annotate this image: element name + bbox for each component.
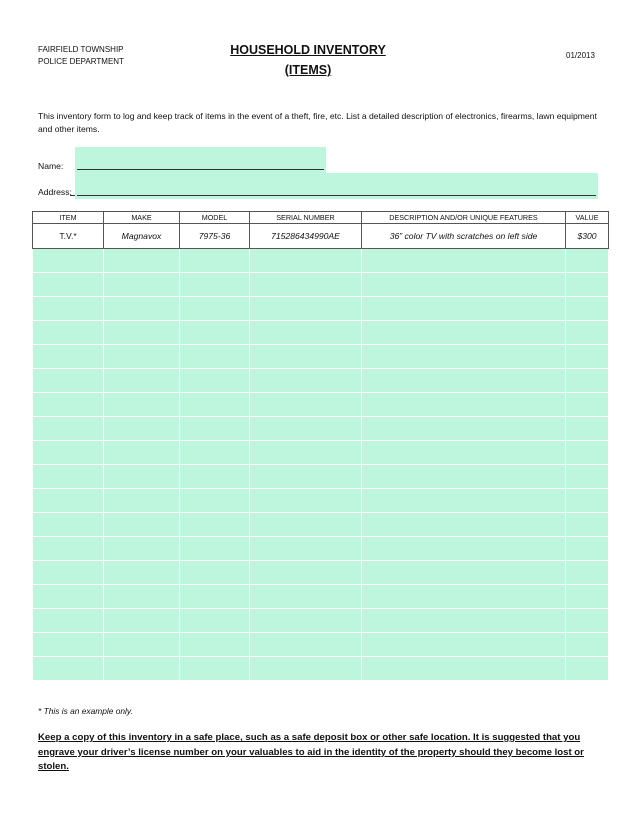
page-title: [200, 40, 416, 80]
table-row: [33, 321, 609, 345]
cell-serial-field[interactable]: [250, 561, 362, 585]
cell-make-field[interactable]: [104, 393, 180, 417]
cell-model-field[interactable]: [180, 465, 250, 489]
cell-serial-field[interactable]: [250, 609, 362, 633]
cell-model-field[interactable]: [180, 417, 250, 441]
cell-item-field[interactable]: [33, 537, 104, 561]
cell-serial-field[interactable]: [250, 537, 362, 561]
cell-make-field[interactable]: [104, 489, 180, 513]
cell-item-field[interactable]: [33, 633, 104, 657]
table-row: [33, 585, 609, 609]
header-make: MAKE: [104, 212, 180, 224]
cell-description-field[interactable]: [362, 273, 566, 297]
cell-serial-field[interactable]: [250, 273, 362, 297]
header-serial-number: SERIAL NUMBER: [250, 212, 362, 224]
cell-description-field[interactable]: [362, 417, 566, 441]
cell-make-field[interactable]: [104, 345, 180, 369]
table-row: [33, 561, 609, 585]
cell-serial-field[interactable]: [250, 249, 362, 273]
cell-item-field[interactable]: [33, 441, 104, 465]
intro-text: This inventory form to log and keep track of items in the event of a theft, fire, etc. List a detailed description of electronics, firearms, lawn equipment and other items.: [38, 111, 597, 134]
cell-model-field[interactable]: [180, 369, 250, 393]
example-serial: 715286434990AE: [250, 224, 362, 249]
cell-make-field[interactable]: [104, 249, 180, 273]
cell-model-field[interactable]: [180, 441, 250, 465]
cell-item-field[interactable]: [33, 657, 104, 681]
cell-model-field[interactable]: [180, 345, 250, 369]
cell-item-field[interactable]: [33, 465, 104, 489]
name-label: Name:: [38, 161, 64, 171]
cell-model-field[interactable]: [180, 537, 250, 561]
cell-make-field[interactable]: [104, 273, 180, 297]
cell-value-field[interactable]: [566, 249, 609, 273]
cell-description-field[interactable]: [362, 297, 566, 321]
cell-value-field[interactable]: [566, 513, 609, 537]
cell-make-field[interactable]: [104, 633, 180, 657]
cell-make-field[interactable]: [104, 561, 180, 585]
cell-value-field[interactable]: [566, 393, 609, 417]
cell-serial-field[interactable]: [250, 585, 362, 609]
cell-description-field[interactable]: [362, 249, 566, 273]
cell-description-field[interactable]: [362, 609, 566, 633]
cell-model-field[interactable]: [180, 585, 250, 609]
org-line-2: POLICE DEPARTMENT: [38, 57, 124, 66]
header-value: VALUE: [566, 212, 609, 224]
example-description: 36” color TV with scratches on left side: [362, 224, 566, 249]
cell-value-field[interactable]: [566, 609, 609, 633]
cell-value-field[interactable]: [566, 585, 609, 609]
cell-value-field[interactable]: [566, 297, 609, 321]
cell-serial-field[interactable]: [250, 417, 362, 441]
example-model: 7975-36: [180, 224, 250, 249]
table-row: [33, 657, 609, 681]
cell-make-field[interactable]: [104, 609, 180, 633]
table-row: [33, 417, 609, 441]
table-row: [33, 537, 609, 561]
cell-description-field[interactable]: [362, 369, 566, 393]
cell-value-field[interactable]: [566, 561, 609, 585]
cell-model-field[interactable]: [180, 321, 250, 345]
footer-instructions: Keep a copy of this inventory in a safe place, such as a safe deposit box or other safe location. It is suggested that you engrave your driver’s license number on your valuables to aid in the identity of the property should they become lost or stolen.: [38, 732, 584, 772]
header-model: MODEL: [180, 212, 250, 224]
cell-description-field[interactable]: [362, 657, 566, 681]
organization-name: [38, 44, 124, 68]
cell-description-field[interactable]: [362, 585, 566, 609]
cell-value-field[interactable]: [566, 369, 609, 393]
cell-serial-field[interactable]: [250, 633, 362, 657]
cell-make-field[interactable]: [104, 321, 180, 345]
cell-model-field[interactable]: [180, 633, 250, 657]
cell-model-field[interactable]: [180, 249, 250, 273]
table-row: [33, 249, 609, 273]
cell-description-field[interactable]: [362, 537, 566, 561]
table-row: [33, 633, 609, 657]
cell-value-field[interactable]: [566, 273, 609, 297]
cell-value-field[interactable]: [566, 465, 609, 489]
cell-value-field[interactable]: [566, 657, 609, 681]
cell-item-field[interactable]: [33, 273, 104, 297]
cell-model-field[interactable]: [180, 609, 250, 633]
table-row: [33, 297, 609, 321]
cell-model-field[interactable]: [180, 273, 250, 297]
cell-value-field[interactable]: [566, 441, 609, 465]
cell-model-field[interactable]: [180, 489, 250, 513]
cell-item-field[interactable]: [33, 585, 104, 609]
cell-description-field[interactable]: [362, 321, 566, 345]
cell-item-field[interactable]: [33, 417, 104, 441]
cell-make-field[interactable]: [104, 441, 180, 465]
cell-description-field[interactable]: [362, 465, 566, 489]
name-underline: [77, 169, 324, 170]
cell-serial-field[interactable]: [250, 441, 362, 465]
header-description: DESCRIPTION AND/OR UNIQUE FEATURES: [362, 212, 566, 224]
cell-item-field[interactable]: [33, 297, 104, 321]
cell-make-field[interactable]: [104, 369, 180, 393]
cell-model-field[interactable]: [180, 513, 250, 537]
cell-item-field[interactable]: [33, 369, 104, 393]
cell-serial-field[interactable]: [250, 297, 362, 321]
table-row: [33, 513, 609, 537]
cell-item-field[interactable]: [33, 609, 104, 633]
cell-model-field[interactable]: [180, 561, 250, 585]
inventory-table: [32, 211, 609, 681]
address-underline: [77, 195, 596, 196]
cell-make-field[interactable]: [104, 297, 180, 321]
cell-serial-field[interactable]: [250, 513, 362, 537]
table-row: [33, 369, 609, 393]
table-row: [33, 393, 609, 417]
cell-serial-field[interactable]: [250, 369, 362, 393]
example-item: T.V.*: [33, 224, 104, 249]
cell-make-field[interactable]: [104, 465, 180, 489]
header-item: ITEM: [33, 212, 104, 224]
cell-description-field[interactable]: [362, 345, 566, 369]
cell-value-field[interactable]: [566, 345, 609, 369]
cell-make-field[interactable]: [104, 657, 180, 681]
example-note: * This is an example only.: [38, 706, 133, 716]
cell-make-field[interactable]: [104, 513, 180, 537]
cell-serial-field[interactable]: [250, 657, 362, 681]
cell-model-field[interactable]: [180, 297, 250, 321]
cell-description-field[interactable]: [362, 561, 566, 585]
cell-description-field[interactable]: [362, 441, 566, 465]
title-line-2: (ITEMS): [284, 63, 332, 77]
cell-item-field[interactable]: [33, 393, 104, 417]
cell-model-field[interactable]: [180, 657, 250, 681]
cell-item-field[interactable]: [33, 513, 104, 537]
address-field[interactable]: [75, 173, 598, 199]
cell-value-field[interactable]: [566, 321, 609, 345]
cell-make-field[interactable]: [104, 537, 180, 561]
cell-item-field[interactable]: [33, 249, 104, 273]
cell-item-field[interactable]: [33, 345, 104, 369]
table-row: [33, 465, 609, 489]
table-row: [33, 489, 609, 513]
cell-make-field[interactable]: [104, 585, 180, 609]
cell-value-field[interactable]: [566, 633, 609, 657]
cell-model-field[interactable]: [180, 393, 250, 417]
cell-item-field[interactable]: [33, 489, 104, 513]
cell-value-field[interactable]: [566, 537, 609, 561]
address-label: Address:: [38, 187, 72, 197]
cell-serial-field[interactable]: [250, 345, 362, 369]
title-line-1: HOUSEHOLD INVENTORY: [230, 43, 386, 57]
cell-serial-field[interactable]: [250, 489, 362, 513]
table-row: [33, 273, 609, 297]
cell-serial-field[interactable]: [250, 321, 362, 345]
table-header-row: [33, 212, 609, 224]
cell-description-field[interactable]: [362, 633, 566, 657]
cell-item-field[interactable]: [33, 321, 104, 345]
table-row: [33, 441, 609, 465]
cell-value-field[interactable]: [566, 417, 609, 441]
cell-description-field[interactable]: [362, 513, 566, 537]
cell-value-field[interactable]: [566, 489, 609, 513]
example-make: Magnavox: [104, 224, 180, 249]
name-field[interactable]: [75, 147, 326, 173]
org-line-1: FAIRFIELD TOWNSHIP: [38, 45, 124, 54]
example-row: [33, 224, 609, 249]
form-date: 01/2013: [566, 51, 595, 60]
cell-make-field[interactable]: [104, 417, 180, 441]
cell-serial-field[interactable]: [250, 393, 362, 417]
table-row: [33, 609, 609, 633]
cell-description-field[interactable]: [362, 489, 566, 513]
cell-serial-field[interactable]: [250, 465, 362, 489]
example-value: $300: [566, 224, 609, 249]
cell-description-field[interactable]: [362, 393, 566, 417]
cell-item-field[interactable]: [33, 561, 104, 585]
table-row: [33, 345, 609, 369]
